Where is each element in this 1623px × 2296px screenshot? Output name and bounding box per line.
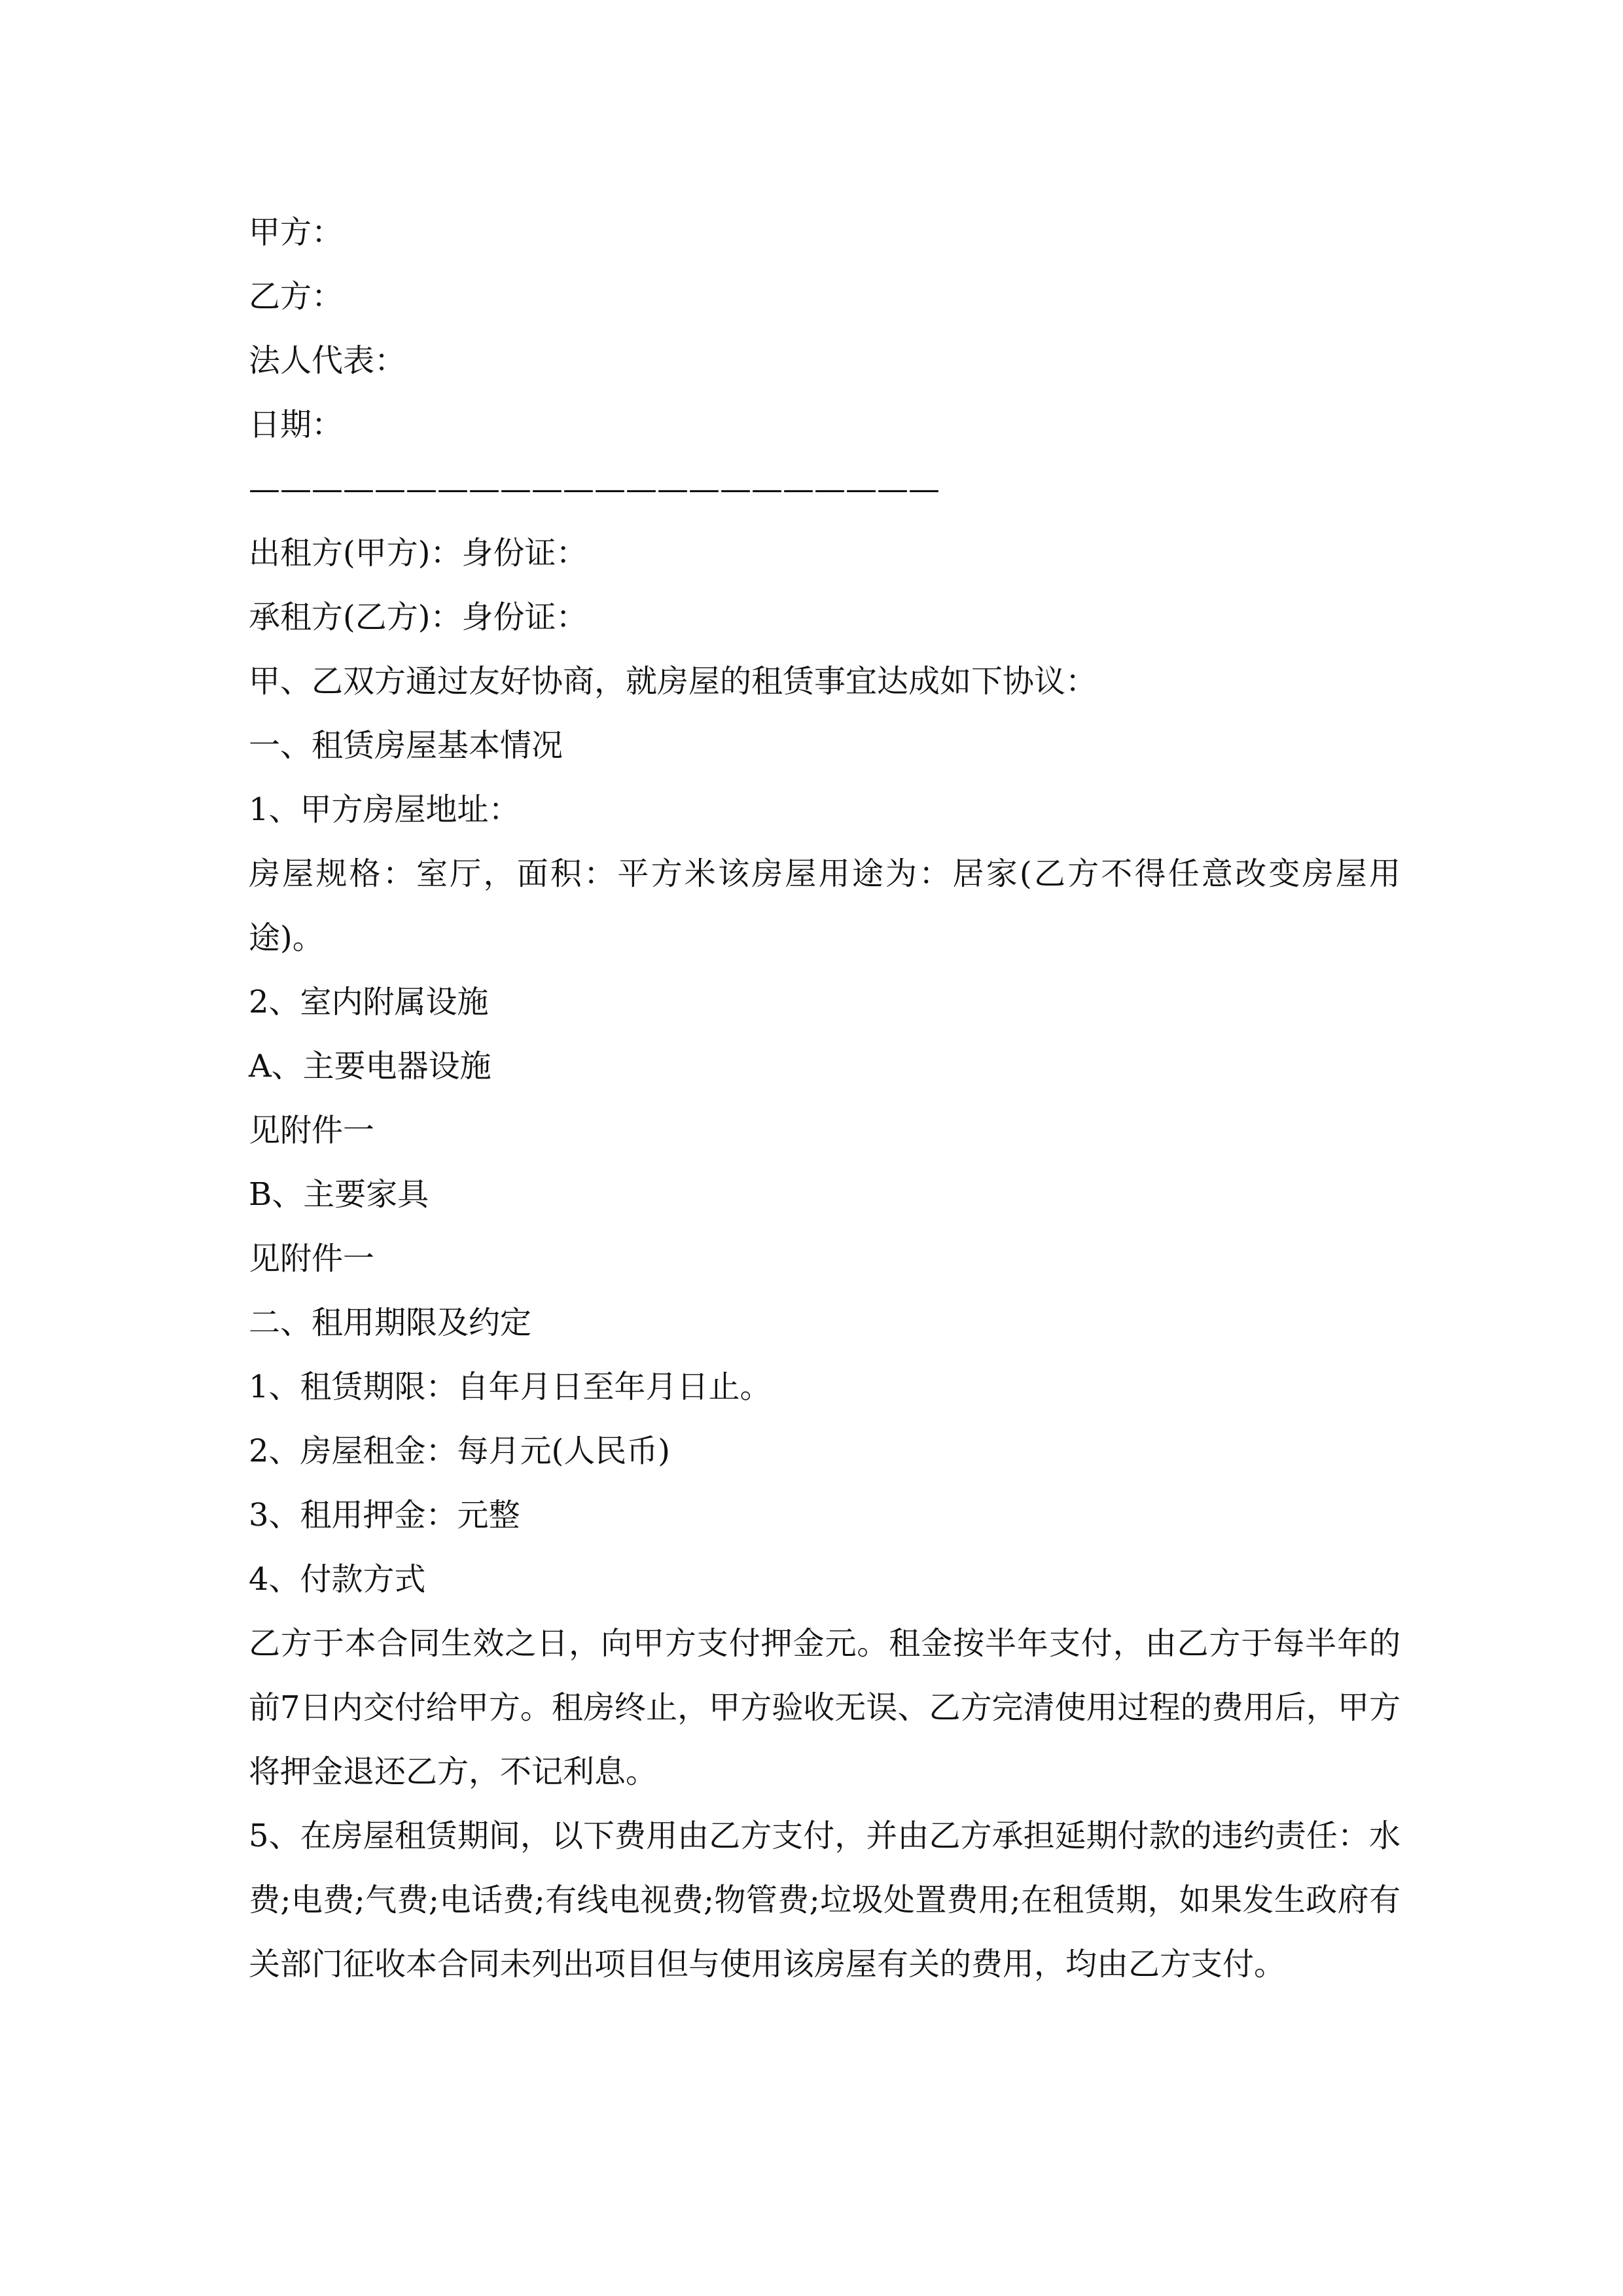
section1-a-title: A、主要电器设施 bbox=[249, 1048, 491, 1085]
section2-item4: 4、付款方式 bbox=[249, 1561, 426, 1598]
section1-b-title: B、主要家具 bbox=[249, 1176, 429, 1213]
party-a-label: 甲方： bbox=[249, 214, 344, 251]
section2-title: 二、租用期限及约定 bbox=[249, 1304, 532, 1341]
divider-line: —————————————————————— bbox=[249, 471, 940, 507]
legal-rep-label: 法人代表： bbox=[249, 342, 406, 379]
section2-item5: 5、在房屋租赁期间，以下费用由乙方支付，并由乙方承担延期付款的违约责任：水费;电费;气费;电话费;有线电视费;物管费;垃圾处置费用;在租赁期，如果发生政府有关部门征收本合同未列出项目但与使用该房屋有关的费用，均由乙方支付。 bbox=[249, 1818, 1400, 1982]
date-label: 日期： bbox=[249, 406, 344, 443]
contract-body bbox=[249, 200, 1400, 1996]
section1-item2: 2、室内附属设施 bbox=[249, 984, 489, 1020]
section1-a-note: 见附件一 bbox=[249, 1112, 375, 1149]
intro-text: 甲、乙双方通过友好协商，就房屋的租赁事宜达成如下协议： bbox=[249, 663, 1097, 700]
section2-item1: 1、租赁期限：自年月日至年月日止。 bbox=[249, 1369, 772, 1405]
section1-item1: 1、甲方房屋地址： bbox=[249, 791, 520, 828]
section2-payment: 乙方于本合同生效之日，向甲方支付押金元。租金按半年支付，由乙方于每半年的前7日内交付给甲方。租房终止，甲方验收无误、乙方完清使用过程的费用后，甲方将押金退还乙方，不记利息。 bbox=[249, 1625, 1400, 1790]
lessor-line: 出租方(甲方)：身份证： bbox=[249, 535, 588, 571]
section2-item2: 2、房屋租金：每月元(人民币) bbox=[249, 1433, 670, 1469]
section2-item3: 3、租用押金：元整 bbox=[249, 1497, 520, 1534]
party-b-label: 乙方： bbox=[249, 278, 344, 315]
section1-b-note: 见附件一 bbox=[249, 1240, 375, 1277]
lessee-line: 承租方(乙方)：身份证： bbox=[249, 599, 588, 636]
section1-spec: 房屋规格：室厅，面积：平方米该房屋用途为：居家(乙方不得任意改变房屋用途)。 bbox=[249, 855, 1400, 956]
section1-title: 一、租赁房屋基本情况 bbox=[249, 727, 563, 764]
